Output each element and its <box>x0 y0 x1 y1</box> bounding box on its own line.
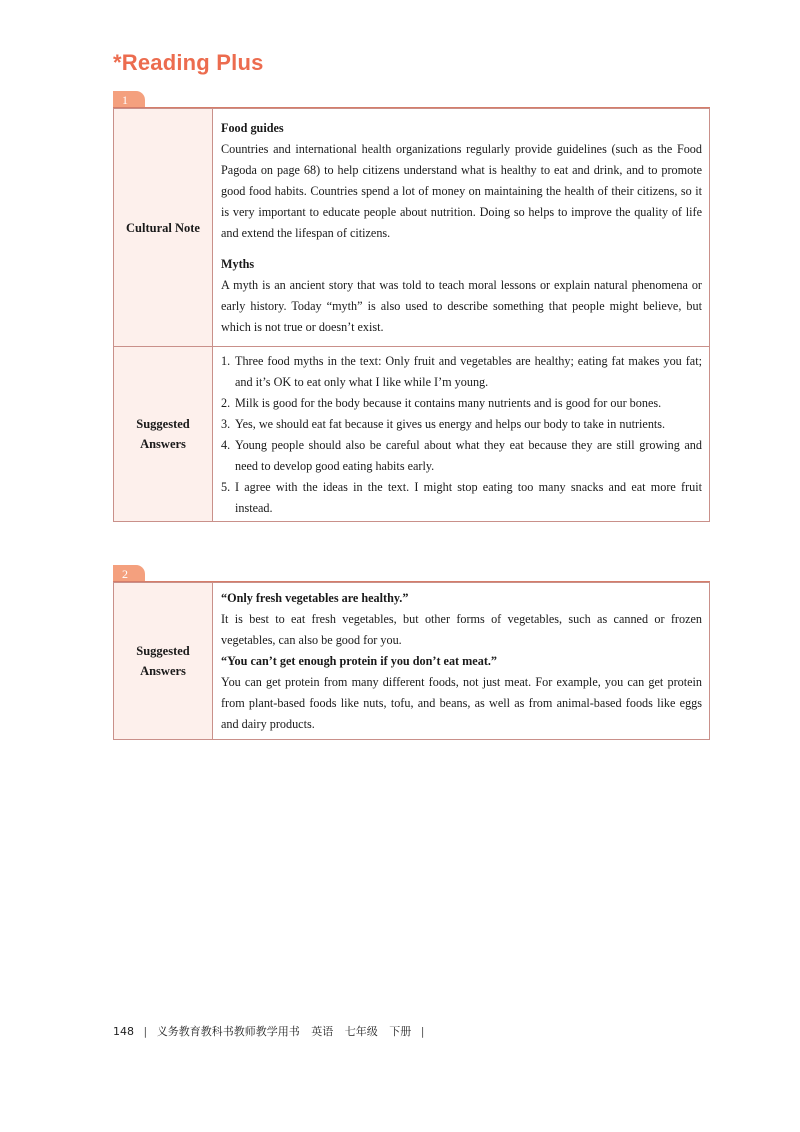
page-title: *Reading Plus <box>113 50 264 75</box>
book-title: 义务教育教科书教师教学用书 <box>156 1025 300 1038</box>
footer-subject: 英语 <box>311 1025 334 1038</box>
section-1-table <box>113 108 710 522</box>
answer-text: Young people should also be careful about what they eat because they are still growing and need to develop good eating habits early. <box>235 438 702 473</box>
answer-number: 5. <box>221 480 231 494</box>
myth-explanation: You can get protein from many different foods, not just meat. For example, you can get protein from plant-based foods like nuts, tofu, and beans, as well as from animal-based foods like eggs and dairy products. <box>221 675 702 731</box>
page-footer <box>113 1023 430 1039</box>
answer-text: I agree with the ideas in the text. I might stop eating too many snacks and eat more fruit instead. <box>235 480 702 515</box>
row-label: Suggested <box>136 417 190 431</box>
answer-item <box>221 477 702 519</box>
cultural-note-content <box>213 109 710 347</box>
page-number: 148 <box>113 1025 134 1038</box>
myth-heading: “You can’t get enough protein if you don’t eat meat.” <box>221 654 498 668</box>
row-label: Answers <box>140 437 186 451</box>
answers-content <box>213 347 710 522</box>
block-heading: Myths <box>221 257 255 271</box>
cultural-note-row <box>114 109 710 347</box>
answer-item <box>221 351 702 393</box>
suggested-answers-row <box>114 583 710 740</box>
block-heading: Food guides <box>221 121 284 135</box>
row-label-cell <box>114 109 213 347</box>
block-paragraph: Countries and international health organizations regularly provide guidelines (such as the Food Pagoda on page 68) to help citizens understand what is healthy to eat and drink, and to promote good food habits. Countries spend a lot of money on maintaining the health of their citizens, so it is very important to educate people about nutrition. Doing so helps to improve the quality of life and extend the lifespan of citizens. <box>221 142 702 240</box>
answer-number: 1. <box>221 354 231 368</box>
answer-item <box>221 435 702 477</box>
answer-number: 4. <box>221 438 231 452</box>
answers-content <box>213 583 710 740</box>
section-2-table <box>113 582 710 740</box>
answer-text: Three food myths in the text: Only fruit and vegetables are healthy; eating fat makes you fat; and it’s OK to eat only what I like while I’m young. <box>235 354 702 389</box>
suggested-answers-row <box>114 347 710 522</box>
row-label-cell <box>114 583 213 740</box>
answer-item <box>221 393 702 414</box>
footer-grade: 七年级 <box>344 1025 378 1038</box>
block-paragraph: A myth is an ancient story that was told to teach moral lessons or explain natural phenomena or early history. Today “myth” is also used to describe something that people might believe, but which is not true or doesn’t exist. <box>221 278 702 334</box>
row-label: Cultural Note <box>126 220 200 235</box>
row-label: Answers <box>140 664 186 678</box>
answer-list <box>221 351 702 519</box>
answer-text: Milk is good for the body because it contains many nutrients and is good for our bones. <box>235 396 662 410</box>
row-label: Suggested <box>136 644 190 658</box>
myth-explanation: It is best to eat fresh vegetables, but other forms of vegetables, such as canned or frozen vegetables, can also be good for you. <box>221 612 702 647</box>
answer-text: Yes, we should eat fat because it gives us energy and helps our body to take in nutrients. <box>235 417 666 431</box>
section-number-tab: 2 <box>113 565 145 582</box>
section-number-tab: 1 <box>113 91 145 108</box>
myth-heading: “Only fresh vegetables are healthy.” <box>221 591 409 605</box>
answer-number: 3. <box>221 417 231 431</box>
row-label-cell <box>114 347 213 522</box>
answer-item <box>221 414 702 435</box>
footer-separator: | <box>143 1025 148 1038</box>
answer-number: 2. <box>221 396 231 410</box>
footer-volume: 下册 <box>389 1025 412 1038</box>
footer-separator: | <box>420 1025 425 1038</box>
